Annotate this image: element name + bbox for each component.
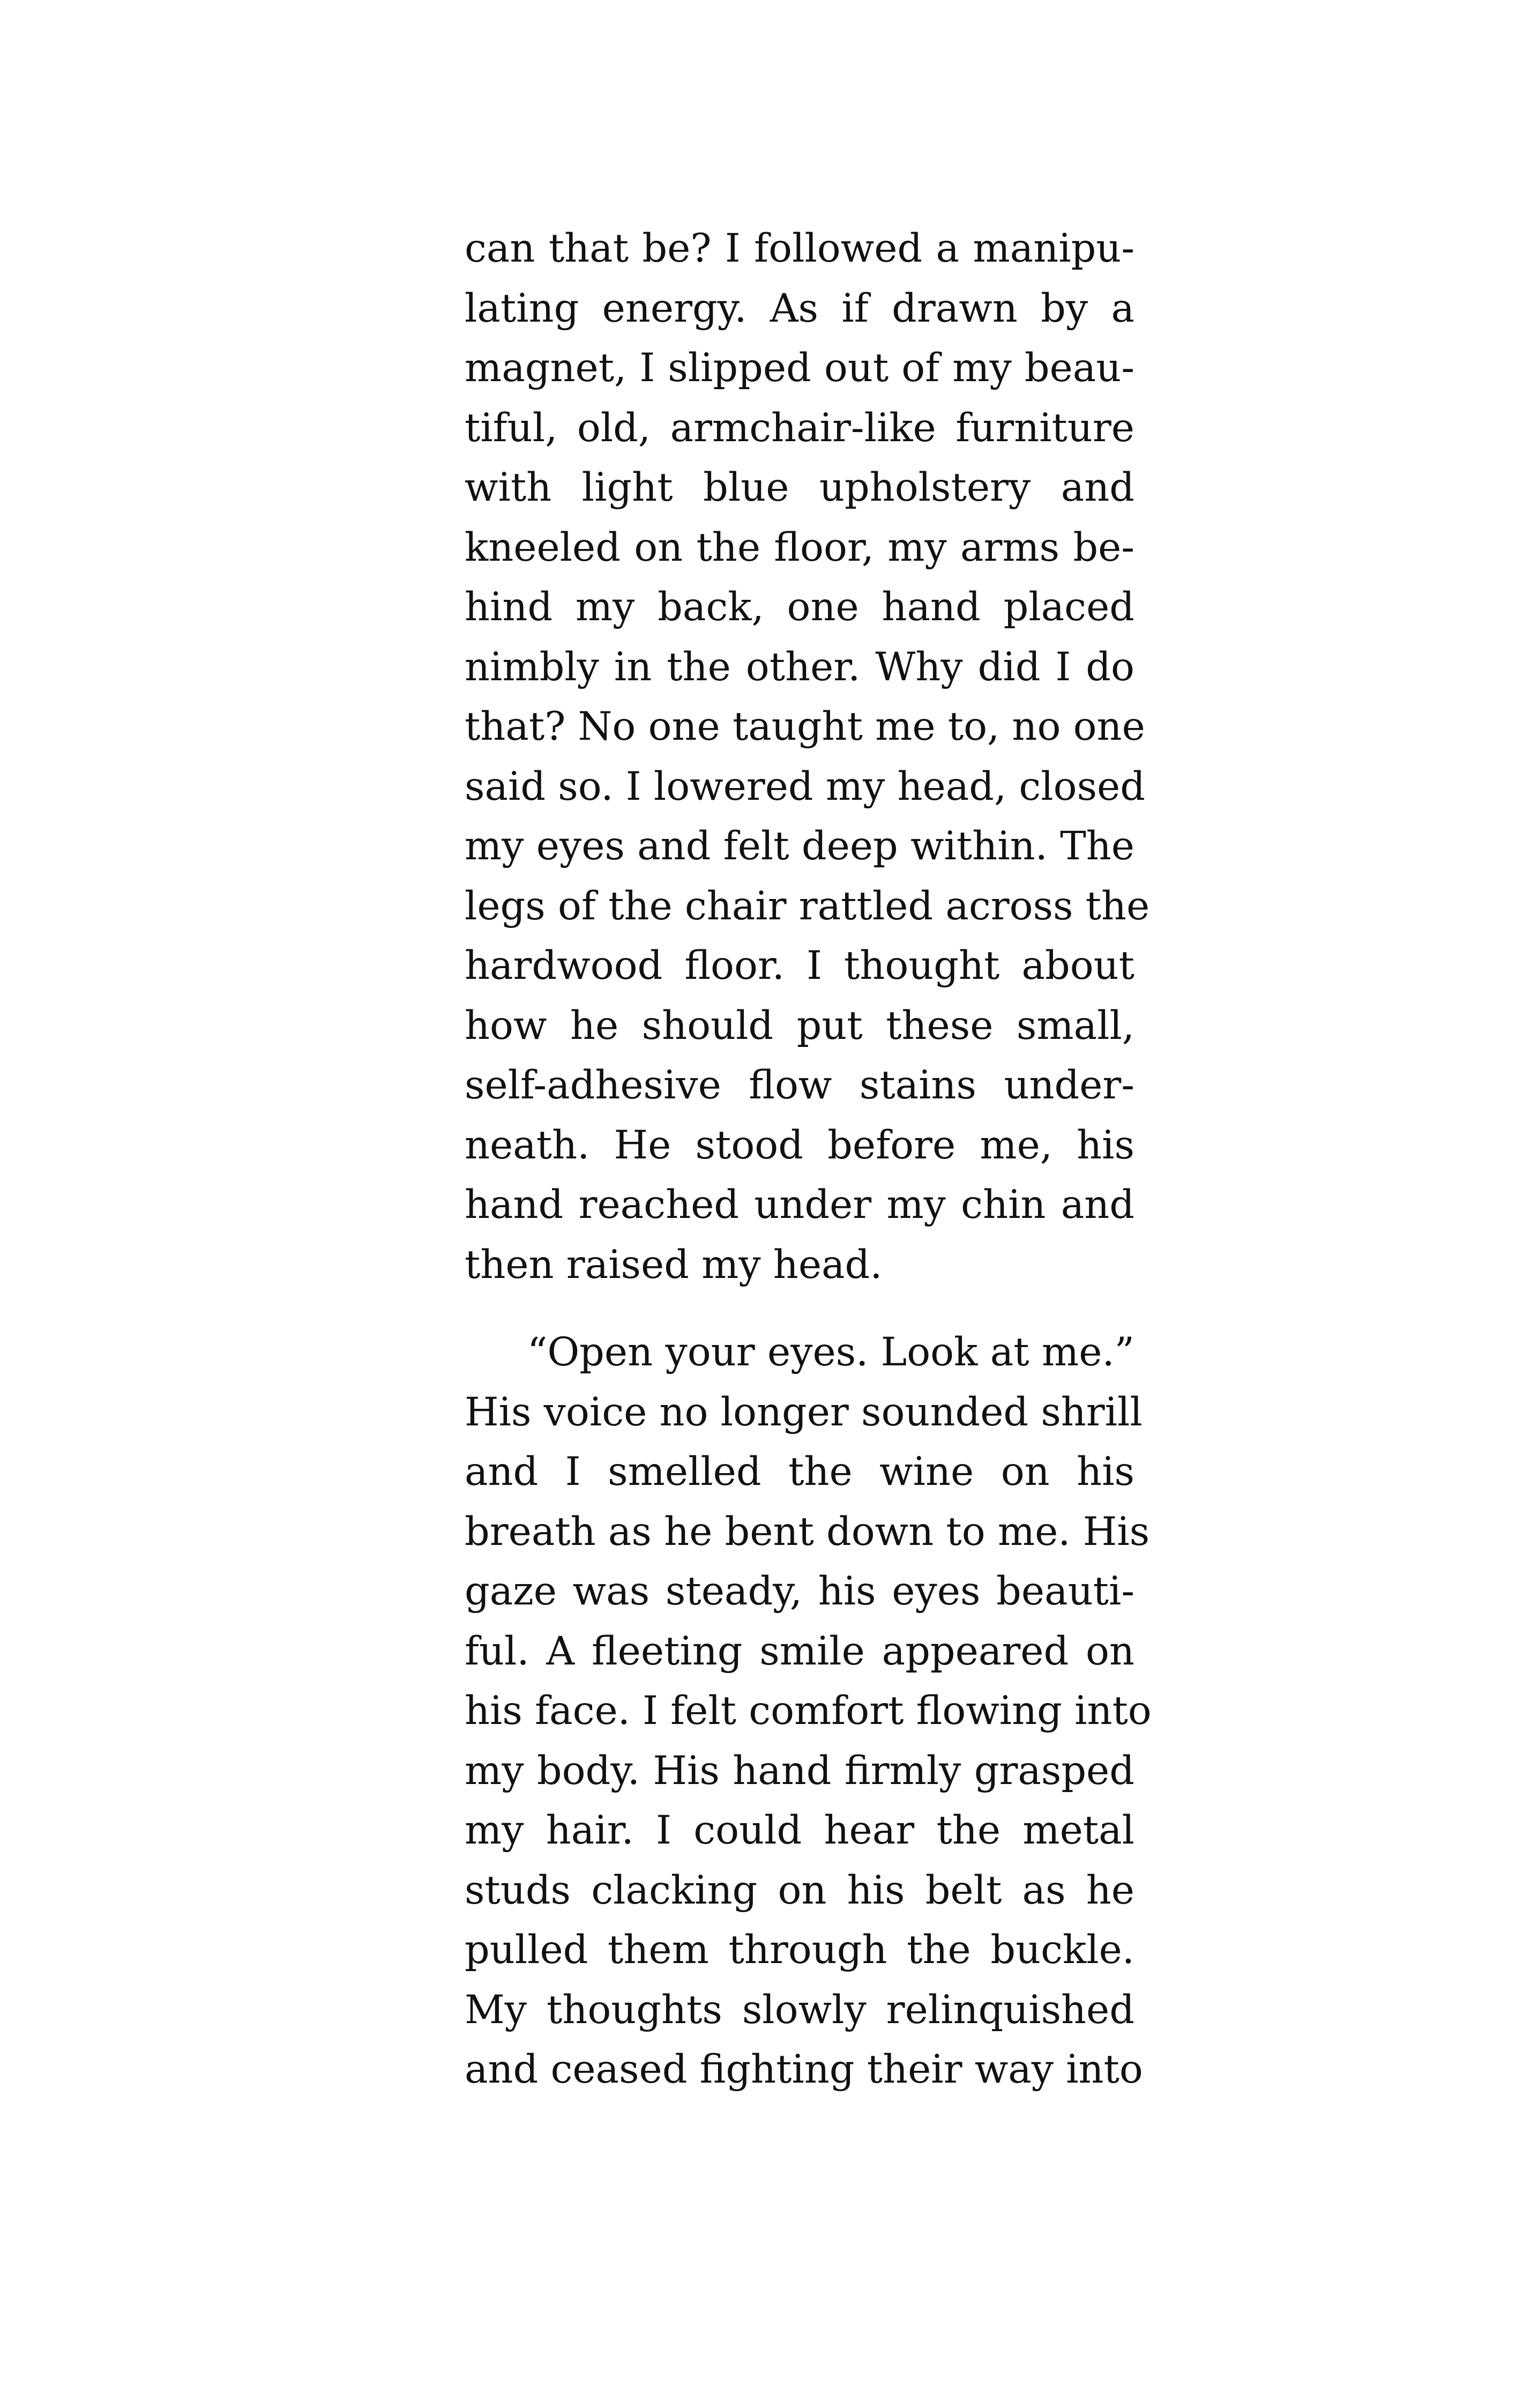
paragraph-1 [465, 219, 1150, 1295]
text-line: hind my back, one hand placed [465, 584, 1134, 630]
text-line: my body. His hand firmly grasped [465, 1748, 1134, 1794]
text-line: pulled them through the buckle. [465, 1927, 1134, 1973]
paragraph-gap [465, 1295, 1134, 1322]
text-line: legs of the chair rattled across the [465, 883, 1150, 929]
text-line: hand reached under my chin and [465, 1182, 1134, 1228]
text-line: hardwood floor. I thought about [465, 943, 1134, 989]
text-line: and ceased fighting their way into [465, 2047, 1143, 2092]
text-line: My thoughts slowly relinquished [465, 1987, 1134, 2033]
text-line: said so. I lowered my head, closed [465, 763, 1145, 809]
text-line: self-adhesive flow stains under- [465, 1062, 1134, 1108]
text-line: then raised my head. [465, 1242, 883, 1288]
text-line: nimbly in the other. Why did I do [465, 644, 1134, 690]
paragraph-2 [465, 1322, 1152, 2100]
text-line: that? No one taught me to, no one [465, 704, 1145, 749]
text-line: lating energy. As if drawn by a [465, 285, 1134, 331]
text-line: magnet, I slipped out of my beau- [465, 345, 1134, 391]
text-line: tiful, old, armchair-like furniture [465, 405, 1134, 451]
text-line: gaze was steady, his eyes beauti- [465, 1569, 1134, 1614]
text-line: kneeled on the floor, my arms be- [465, 524, 1134, 570]
text-line: and I smelled the wine on his [465, 1449, 1134, 1495]
text-line: “Open your eyes. Look at me.” [527, 1329, 1134, 1375]
text-line: ful. A fleeting smile appeared on [465, 1628, 1134, 1674]
text-line: my eyes and felt deep within. The [465, 823, 1134, 869]
text-line: can that be? I followed a manipu- [465, 226, 1134, 271]
text-line: how he should put these small, [465, 1002, 1134, 1049]
text-line: with light blue upholstery and [465, 465, 1134, 510]
body-text [465, 219, 1152, 2100]
text-line: his face. I felt comfort flowing into [465, 1688, 1152, 1734]
text-line: studs clacking on his belt as he [465, 1867, 1134, 1913]
text-line: His voice no longer sounded shrill [465, 1389, 1143, 1435]
text-line: my hair. I could hear the metal [465, 1808, 1134, 1853]
text-line: neath. He stood before me, his [465, 1122, 1134, 1168]
text-line: breath as he bent down to me. His [465, 1508, 1150, 1555]
